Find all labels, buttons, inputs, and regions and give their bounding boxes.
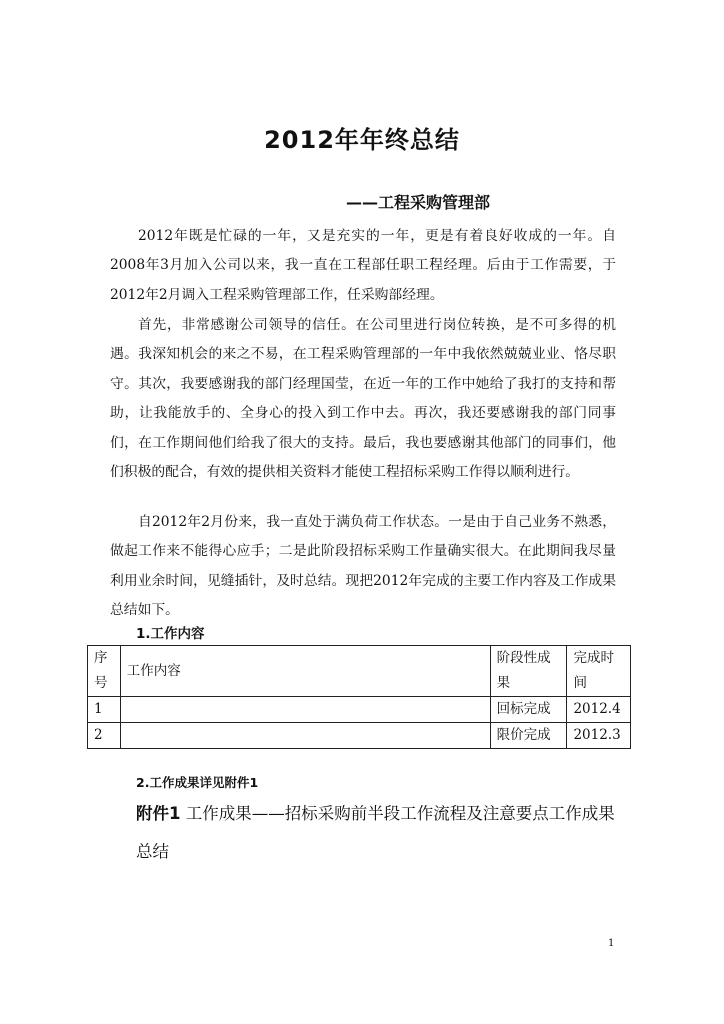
cell-result: 回标完成 bbox=[490, 697, 567, 723]
header-content: 工作内容 bbox=[120, 646, 490, 697]
header-result: 阶段性成果 bbox=[490, 646, 567, 697]
cell-seq: 2 bbox=[88, 723, 121, 749]
page-number: 1 bbox=[608, 938, 615, 949]
header-time: 完成时间 bbox=[567, 646, 631, 697]
paragraph-thanks: 首先，非常感谢公司领导的信任。在公司里进行岗位转换，是不可多得的机遇。我深知机会的来之不易，在工程采购管理部的一年中我依然兢兢业业、恪尽职守。其次，我要感谢我的部门经理国莹，在近一年的工作中她给了我打的支持和帮助，让我能放手的、全身心的投入到工作中去。再次，我还要感谢我的部门同事们，在工作期间他们给我了很大的支持。最后，我也要感谢其他部门的同事们，他们积极的配合，有效的提供相关资料才能使工程招标采购工作得以顺利进行。 bbox=[110, 317, 616, 481]
work-content-table bbox=[87, 645, 631, 749]
document-subtitle: ——工程采购管理部 bbox=[346, 193, 491, 212]
section-heading-results: 2.工作成果详见附件1 bbox=[136, 775, 259, 790]
cell-time: 2012.4 bbox=[567, 697, 631, 723]
cell-content bbox=[120, 697, 490, 723]
paragraph-workload: 自2012年2月份来，我一直处于满负荷工作状态。一是由于自己业务不熟悉，做起工作来不能得心应手；二是此阶段招标采购工作量确实很大。在此期间我尽量利用业余时间，见缝插针，及时总结。现把2012年完成的主要工作内容及工作成果总结如下。 bbox=[110, 514, 616, 619]
table-row bbox=[88, 697, 631, 723]
table-row bbox=[88, 723, 631, 749]
cell-seq: 1 bbox=[88, 697, 121, 723]
document-title: 2012年年终总结 bbox=[264, 126, 460, 154]
cell-content bbox=[120, 723, 490, 749]
table-header-row bbox=[88, 646, 631, 697]
cell-time: 2012.3 bbox=[567, 723, 631, 749]
cell-result: 限价完成 bbox=[490, 723, 567, 749]
section-heading-work-content: 1.工作内容 bbox=[136, 626, 205, 642]
paragraph-intro: 2012年既是忙碌的一年，又是充实的一年，更是有着良好收成的一年。自2008年3月加入公司以来，我一直在工程部任职工程经理。后由于工作需要，于2012年2月调入工程采购管理部工作，任采购部经理。 bbox=[110, 228, 616, 303]
header-seq: 序号 bbox=[88, 646, 121, 697]
appendix-heading bbox=[136, 795, 616, 871]
appendix-title: 工作成果——招标采购前半段工作流程及注意要点工作成果总结 bbox=[136, 804, 615, 861]
appendix-label: 附件1 bbox=[136, 804, 181, 823]
